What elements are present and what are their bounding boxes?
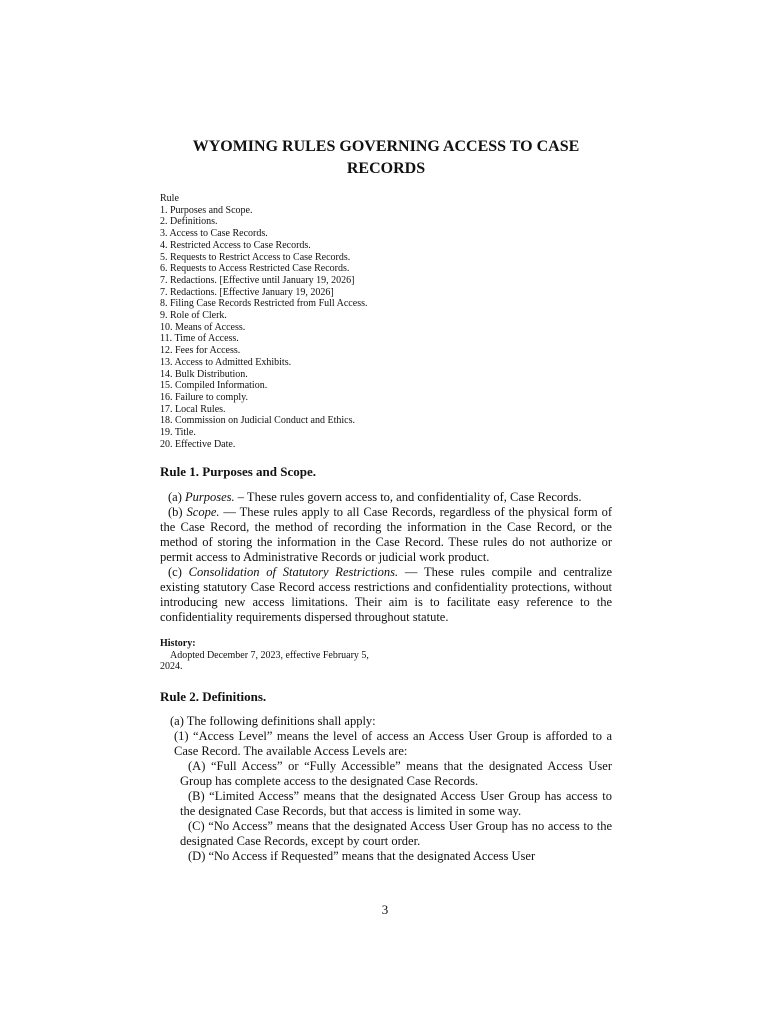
rule-index-item: 10. Means of Access. <box>160 321 246 333</box>
rule-2-heading: Rule 2. Definitions. <box>160 688 267 704</box>
rule-index-item: 19. Title. <box>160 427 196 439</box>
rule-index-item: 15. Compiled Information. <box>160 380 268 392</box>
rule-2-definition-1: (1) “Access Level” means the level of access an Access User Group is afforded to a Case Record. The available Access Levels are: <box>174 728 612 758</box>
rule-index-item: 12. Fees for Access. <box>160 345 241 357</box>
rule-index-item: 5. Requests to Restrict Access to Case Records. <box>160 251 351 263</box>
rule-index-item: 1. Purposes and Scope. <box>160 204 253 216</box>
rule-1-paragraph-c <box>160 565 612 625</box>
rule-index-item: 9. Role of Clerk. <box>160 310 227 322</box>
history-text: Adopted December 7, 2023, effective February 5, 2024. <box>160 649 369 673</box>
rule-index-heading: Rule <box>160 193 179 204</box>
rule-index-item: 7. Redactions. [Effective January 19, 2026] <box>160 286 334 298</box>
rule-index-item: 3. Access to Case Records. <box>160 228 268 240</box>
rule-2-definition-1-D: (D) “No Access if Requested” means that the designated Access User <box>188 848 536 863</box>
paragraph-text: — These rules apply to all Case Records, regardless of the physical form of the Case Record, the method of recording the information in the Case Record, or the method of storing the information in the Case Record. These rules do not authorize or permit access to Administrative Records or judicial work product. <box>160 505 613 565</box>
paragraph-label: (b) <box>168 505 187 520</box>
history-label: History: <box>160 638 196 650</box>
rule-index-item: 13. Access to Admitted Exhibits. <box>160 356 292 368</box>
rule-index-item: 20. Effective Date. <box>160 438 236 450</box>
rule-index-item: 2. Definitions. <box>160 216 218 228</box>
document-title: WYOMING RULES GOVERNING ACCESS TO CASE RECORDS <box>192 138 580 177</box>
rule-2-definition-1-A: (A) “Full Access” or “Fully Accessible” means that the designated Access User Group has complete access to the designated Case Records. <box>180 758 612 788</box>
paragraph-text: – These rules govern access to, and confidentiality of, Case Records. <box>234 490 582 505</box>
rule-index-item: 8. Filing Case Records Restricted from Full Access. <box>160 298 368 310</box>
paragraph-term: Purposes. <box>185 490 235 505</box>
page-number: 3 <box>381 902 389 917</box>
rule-index-item: 11. Time of Access. <box>160 333 239 345</box>
rule-index-item: 18. Commission on Judicial Conduct and Ethics. <box>160 415 355 427</box>
rule-1-body <box>160 490 612 625</box>
rule-index-item: 7. Redactions. [Effective until January 19, 2026] <box>160 274 355 286</box>
paragraph-label: (c) <box>168 565 189 580</box>
rule-index-item: 17. Local Rules. <box>160 403 226 415</box>
rule-1-paragraph-a <box>160 490 612 505</box>
paragraph-text: — These rules compile and centralize existing statutory Case Record access restrictions and confidentiality protections, without introducing new access limitations. Their aim is to facilitate easy reference to the confidentiality requirements dispersed throughout statute. <box>160 565 612 625</box>
paragraph-term: Consolidation of Statutory Restrictions. <box>188 565 399 580</box>
rule-2-definition-1-B: (B) “Limited Access” means that the designated Access User Group has access to the designated Case Records, but that access is limited in some way. <box>180 788 612 818</box>
rule-index-item: 14. Bulk Distribution. <box>160 368 248 380</box>
rule-2-body <box>160 714 612 864</box>
rule-index-item: 16. Failure to comply. <box>160 391 248 403</box>
paragraph-term: Scope. <box>186 505 220 520</box>
rule-2-definition-1-C: (C) “No Access” means that the designated Access User Group has no access to the designated Case Records, except by court order. <box>180 818 612 848</box>
rule-1-heading: Rule 1. Purposes and Scope. <box>160 464 317 480</box>
rule-2-paragraph-a: (a) The following definitions shall apply: <box>170 713 376 728</box>
rule-index-item: 4. Restricted Access to Case Records. <box>160 239 311 251</box>
rule-index-item: 6. Requests to Access Restricted Case Records. <box>160 263 350 275</box>
rule-1-paragraph-b <box>160 505 612 565</box>
document-page <box>160 0 612 864</box>
rule-index <box>160 193 612 450</box>
history-note <box>160 638 380 673</box>
paragraph-label: (a) <box>168 490 185 505</box>
